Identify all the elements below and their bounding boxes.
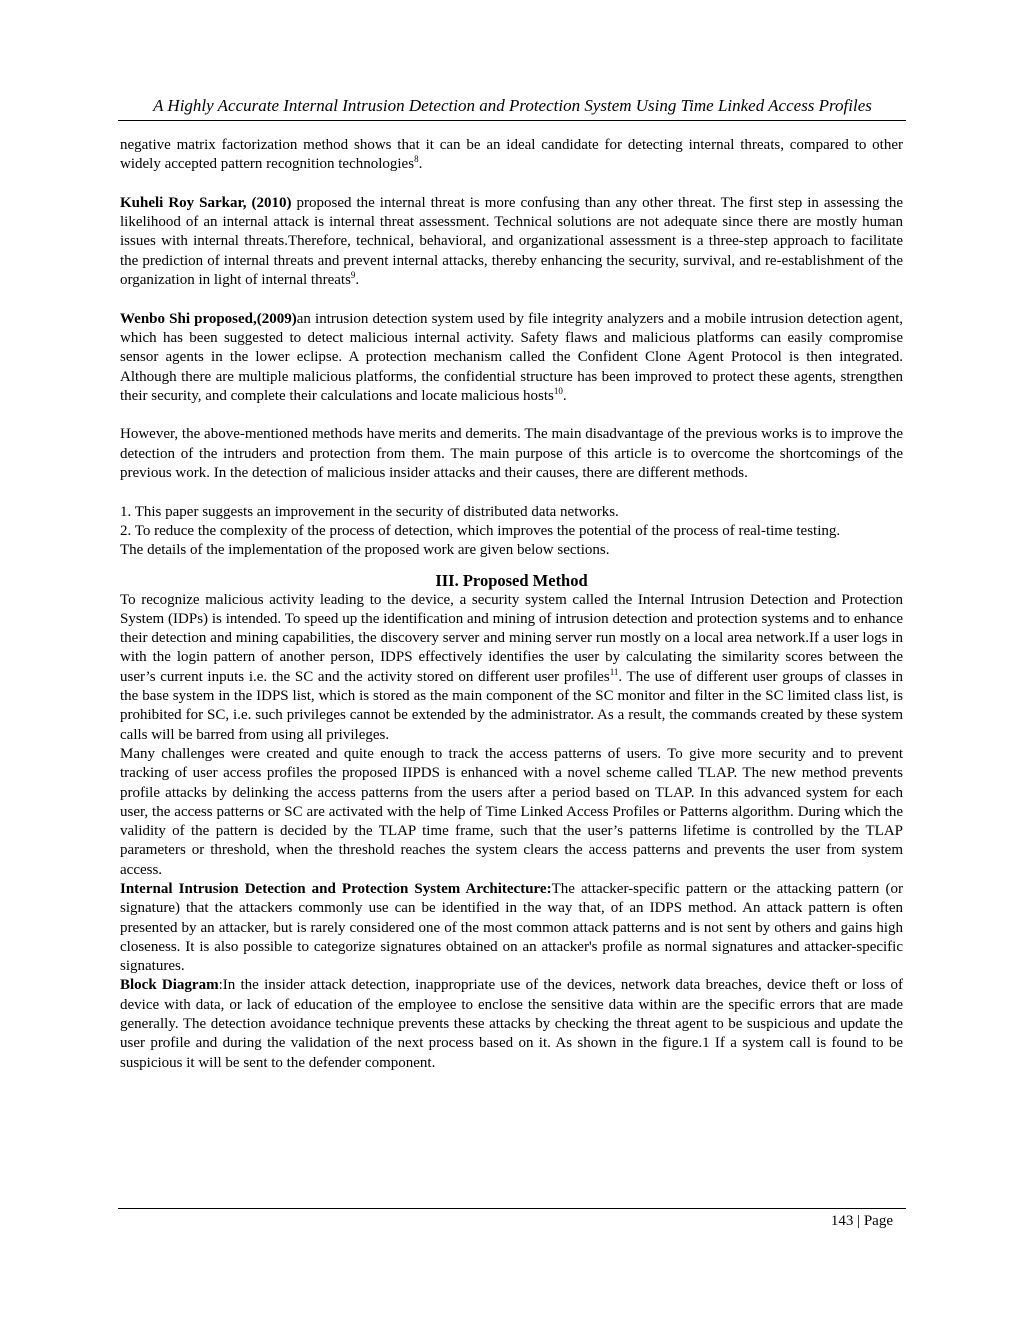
paragraph-text: :In the insider attack detection, inappropriate use of the devices, network data breaches, device theft or loss of device with data, or lack of education of the employee to enclose the sensitive data within are the specific errors that are made generally. The detection avoidance technique prevents these attacks by checking the threat agent to be suspicious and update the user profile and during the validation of the next process based on it. As shown in the figure.1 If a system call is found to be suspicious it will be sent to the defender component.	[120, 977, 903, 1071]
paragraph-idps	[120, 591, 903, 745]
paragraph-merits: However, the above-mentioned methods have merits and demerits. The main disadvantage of the previous works is to improve the detection of the intruders and protection from them. The main purpose of this article is to overcome the shortcomings of the previous work. In the detection of malicious insider attacks and their causes, there are different methods.	[120, 426, 903, 482]
paragraph-continued	[120, 136, 903, 175]
citation-ref: 10	[553, 385, 563, 396]
paragraph-tail: .	[562, 387, 567, 404]
list-item-1: 1. This paper suggests an improvement in the security of distributed data networks.	[120, 503, 619, 520]
paragraph-details: The details of the implementation of the proposed work are given below sections.	[120, 542, 610, 559]
page-number: 143 | Page	[830, 1213, 893, 1229]
paragraph-text: an intrusion detection system used by file integrity analyzers and a mobile intrusion detection agent, which has been suggested to detect malicious internal activity. Safety flaws and malicious platforms can easily compromise sensor agents in the lower eclipse. A protection mechanism called the Confident Clone Agent Protocol is then integrated. Although there are multiple malicious platforms, the confidential structure has been improved to protect these agents, strengthen their security, and complete their calculations and locate malicious hosts	[120, 310, 904, 404]
header-rule	[118, 120, 906, 121]
citation-ref: 9	[350, 270, 356, 281]
paragraph-text: proposed the internal threat is more confusing than any other threat. The first step in assessing the likelihood of an internal attack is internal threat assessment. Technical solutions are not adequate since there are mostly human issues with internal threats.Therefore, technical, behavioral, and organizational assessment is a three-step approach to facilitate the prediction of internal threats and prevent internal attacks, thereby enhancing the security, survival, and re-establishment of the organization in light of internal threats	[120, 194, 903, 289]
citation-ref: 8	[414, 154, 419, 165]
paragraph-block-diagram	[120, 976, 903, 1072]
page-body	[120, 136, 903, 1073]
citation-ref: 11	[609, 666, 619, 677]
author-lead: Kuheli Roy Sarkar, (2010)	[120, 194, 292, 211]
paragraph-text: To recognize malicious activity leading to the device, a security system called the Internal Intrusion Detection and Protection System (IDPs) is intended. To speed up the identification and mining of intrusion detection and protection systems and to enhance their detection and mining capabilities, the discovery server and mining server run mostly on a local area network.If a user logs in with the login pattern of another person, IDPS effectively identifies the user by calculating the similarity scores between the user’s current inputs i.e. the SC and the activity stored on different user profiles	[120, 591, 903, 685]
subheading-lead: Block Diagram	[120, 977, 219, 994]
paragraph-architecture	[120, 880, 903, 976]
paragraph-text: negative matrix factorization method shows that it can be an ideal candidate for detecting internal threats, compared to other widely accepted pattern recognition technologies	[120, 137, 903, 173]
paragraph-tlap: Many challenges were created and quite enough to track the access patterns of users. To give more security and to prevent tracking of user access profiles the proposed IIPDS is enhanced with a novel scheme called TLAP. The new method prevents profile attacks by delinking the access patterns from the users after a period based on TLAP. In this advanced system for each user, the access patterns or SC are activated with the help of Time Linked Access Profiles or Patterns algorithm. During which the validity of the pattern is decided by the TLAP time frame, such that the user’s patterns lifetime is controlled by the TLAP parameters or threshold, when the threshold reaches the system clears the access patterns and prevents the user from system access.	[120, 745, 903, 878]
paragraph-tail: . The use of different user groups of classes in the base system in the IDPS list, which is stored as the main component of the SC monitor and filter in the SC limited class list, is prohibited for SC, i.e. such privileges cannot be extended by the administrator. As a result, the commands created by these system calls will be barred from using all privileges.	[120, 668, 904, 743]
list-item-2: 2. To reduce the complexity of the process of detection, which improves the potential of the process of real-time testing.	[120, 522, 841, 539]
paragraph-sarkar	[120, 194, 903, 290]
footer-rule	[118, 1208, 906, 1209]
subheading-lead: Internal Intrusion Detection and Protection System Architecture:	[120, 880, 552, 897]
running-header-title: A Highly Accurate Internal Intrusion Detection and Protection System Using Time Linked Access Profiles	[153, 96, 872, 115]
section-heading: III. Proposed Method	[435, 570, 588, 590]
author-lead: Wenbo Shi proposed,(2009)	[120, 310, 297, 327]
paragraph-text: The attacker-specific pattern or the attacking pattern (or signature) that the attackers commonly use can be identified in the way that, of an IDPS method. An attack pattern is often presented by an attacker, but is rarely considered one of the most common attack patterns and is not sent by others and gains high closeness. It is also possible to categorize signatures obtained on an attacker's profile as normal signatures and attacker-specific signatures.	[120, 880, 903, 975]
paragraph-shi	[120, 310, 903, 406]
paragraph-tail: .	[418, 156, 423, 173]
paragraph-tail: .	[355, 272, 360, 289]
